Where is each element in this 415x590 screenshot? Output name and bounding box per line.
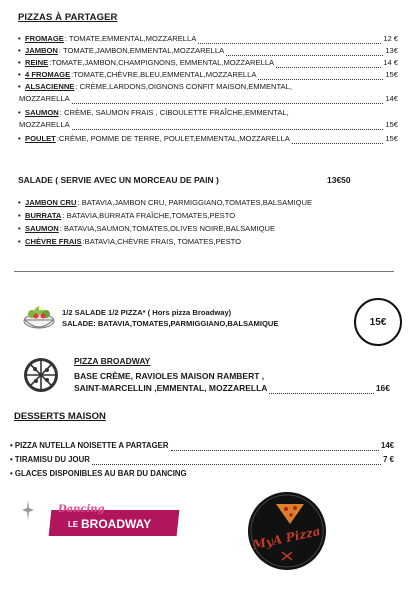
item-name: POULET — [25, 134, 56, 143]
item-desc: : BATAVIA,BURRATA FRAÎCHE,TOMATES,PESTO — [62, 211, 236, 220]
menu-item-poulet: • POULET :CRÈME, POMME DE TERRE, POULET,EMMENTAL,MOZZARELLA 15€ — [18, 134, 398, 143]
salade-title: SALADE ( SERVIE AVEC UN MORCEAU DE PAIN ) — [18, 175, 219, 185]
item-price: 15€ — [385, 70, 398, 79]
combo-price-badge: 15€ — [354, 298, 402, 346]
desserts-title: DESSERTS MAISON — [14, 411, 106, 422]
item-desc-cont: MOZZARELLA — [19, 94, 70, 103]
salade-item-burrata: • BURRATA : BATAVIA,BURRATA FRAÎCHE,TOMATES,PESTO — [18, 211, 236, 220]
item-price: 12 € — [383, 34, 398, 43]
dessert-label: • TIRAMISU DU JOUR — [10, 455, 90, 464]
pizza-broadway-price: 16€ — [375, 383, 390, 393]
salade-item-chevre-frais: • CHÈVRE FRAIS :BATAVIA,CHÈVRE FRAIS, TOMATES,PESTO — [18, 237, 242, 246]
item-name: JAMBON CRU — [25, 198, 77, 207]
item-name: REINE — [25, 58, 49, 67]
section-divider — [14, 271, 394, 272]
dessert-label: • GLACES DISPONIBLES AU BAR DU DANCING — [10, 469, 187, 478]
item-desc: : BATAVIA,JAMBON CRU, PARMIGGIANO,TOMATES,BALSAMIQUE — [77, 198, 313, 207]
item-desc: : BATAVIA,SAUMON,TOMATES,OLIVES NOIRE,BALSAMIQUE — [59, 224, 276, 233]
pizzas-title: PIZZAS À PARTAGER — [18, 12, 118, 23]
dessert-price: 7 € — [383, 455, 394, 464]
dessert-label: • PIZZA NUTELLA NOISETTE A PARTAGER — [10, 441, 169, 450]
salade-item-saumon: • SAUMON : BATAVIA,SAUMON,TOMATES,OLIVES NOIRE,BALSAMIQUE — [18, 224, 276, 233]
item-price: 14€ — [385, 94, 398, 103]
item-desc: : CRÈME,LARDONS,OIGNONS CONFIT MAISON,EMMENTAL, — [75, 82, 292, 91]
item-name: FROMAGE — [25, 34, 64, 43]
salade-price: 13€50 — [327, 175, 351, 185]
pizza-broadway-title: PIZZA BROADWAY — [74, 356, 151, 366]
item-name: ALSACIENNE — [25, 82, 75, 91]
item-desc-cont: MOZZARELLA — [19, 120, 70, 129]
item-name: SAUMON — [25, 108, 59, 117]
menu-item-reine: • REINE :TOMATE,JAMBON,CHAMPIGNONS, EMMENTAL,MOZZARELLA 14 € — [18, 58, 398, 67]
menu-item-alsacienne: • ALSACIENNE : CRÈME,LARDONS,OIGNONS CONFIT MAISON,EMMENTAL, — [18, 82, 292, 91]
combo-line-1: 1/2 SALADE 1/2 PIZZA* ( Hors pizza Broadway) — [62, 308, 232, 317]
menu-item-saumon-cont — [18, 120, 398, 130]
item-desc: : TOMATE,EMMENTAL,MOZZARELLA — [64, 34, 197, 43]
dessert-item-nutella — [10, 440, 394, 451]
item-price: 15€ — [385, 120, 398, 129]
item-desc: :BATAVIA,CHÈVRE FRAIS, TOMATES,PESTO — [82, 237, 242, 246]
menu-item-alsacienne-cont — [18, 94, 398, 104]
logo-broadway-text: BROADWAY — [81, 517, 152, 531]
mya-pizza-logo — [246, 490, 328, 572]
item-name: CHÈVRE FRAIS — [25, 237, 82, 246]
dessert-item-tiramisu — [10, 454, 394, 465]
logo-script-text: Dancing — [58, 504, 105, 515]
pizza-broadway-line-1: BASE CRÈME, RAVIOLES MAISON RAMBERT , — [74, 371, 265, 381]
menu-item-fromage: • FROMAGE : TOMATE,EMMENTAL,MOZZARELLA 12 € — [18, 34, 398, 43]
item-desc: : CRÈME, SAUMON FRAIS , CIBOULETTE FRAÎCHE,EMMENTAL, — [59, 108, 289, 117]
dancing-broadway-logo — [50, 504, 180, 540]
item-price: 14 € — [383, 58, 398, 67]
pizza-broadway-line-2: SAINT-MARCELLIN ,EMMENTAL, MOZZARELLA — [74, 383, 268, 393]
item-desc: : TOMATE,JAMBON,EMMENTAL,MOZZARELLA — [58, 46, 225, 55]
item-name: JAMBON — [25, 46, 58, 55]
menu-item-4-fromage: • 4 FROMAGE :TOMATE,CHÈVRE,BLEU,EMMENTAL,MOZZARELLA 15€ — [18, 70, 398, 79]
item-desc: :TOMATE,CHÈVRE,BLEU,EMMENTAL,MOZZARELLA — [71, 70, 257, 79]
menu-item-jambon: • JAMBON : TOMATE,JAMBON,EMMENTAL,MOZZARELLA 13€ — [18, 46, 398, 55]
menu-item-saumon: • SAUMON : CRÈME, SAUMON FRAIS , CIBOULETTE FRAÎCHE,EMMENTAL, — [18, 108, 289, 117]
item-desc: :TOMATE,JAMBON,CHAMPIGNONS, EMMENTAL,MOZZARELLA — [49, 58, 275, 67]
item-price: 15€ — [385, 134, 398, 143]
sparkle-icon — [22, 500, 34, 520]
logo-le-text: LE — [68, 520, 79, 529]
pizza-icon — [22, 356, 60, 394]
item-name: 4 FROMAGE — [25, 70, 71, 79]
combo-line-2: SALADE: BATAVIA,TOMATES,PARMIGGIANO,BALSAMIQUE — [62, 319, 279, 328]
item-name: BURRATA — [25, 211, 62, 220]
dessert-item-glaces — [10, 468, 394, 479]
item-price: 13€ — [385, 46, 398, 55]
salade-item-jambon-cru: • JAMBON CRU : BATAVIA,JAMBON CRU, PARMIGGIANO,TOMATES,BALSAMIQUE — [18, 198, 313, 207]
pizza-broadway-desc — [74, 370, 390, 394]
item-desc: :CRÈME, POMME DE TERRE, POULET,EMMENTAL,MOZZARELLA — [56, 134, 290, 143]
item-name: SAUMON — [25, 224, 59, 233]
salad-bowl-icon — [22, 300, 56, 332]
dessert-price: 14€ — [380, 441, 394, 450]
combo-description — [62, 307, 278, 329]
mya-logo-text: MyA Pizza — [251, 524, 322, 553]
